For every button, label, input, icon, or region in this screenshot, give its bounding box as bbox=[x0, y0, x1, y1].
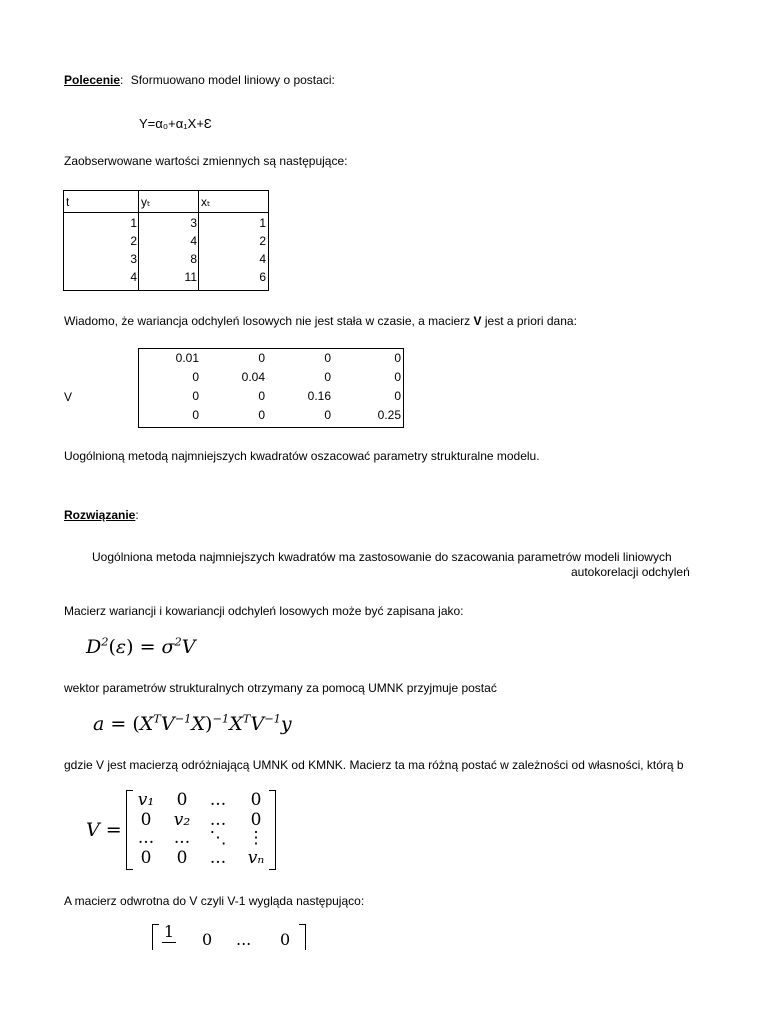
cov-formula: $D^2(\varepsilon) = \sigma^2V$ bbox=[86, 634, 196, 658]
task-heading bbox=[64, 73, 335, 88]
v-cell: 0 bbox=[324, 408, 331, 422]
table-row bbox=[64, 268, 268, 286]
v-cell: 0 bbox=[192, 389, 199, 403]
matrix-cell: ⋱ bbox=[209, 828, 227, 848]
matrix-cell: ... bbox=[137, 828, 155, 848]
v-cell: 0.04 bbox=[241, 370, 265, 384]
inverse-cell: 0 bbox=[202, 930, 213, 949]
inverse-text: A macierz odwrotna do V czyli V-1 wygląda następująco: bbox=[64, 894, 365, 908]
solution-label-suffix: : bbox=[135, 508, 139, 522]
inverse-cell: 1 bbox=[163, 922, 175, 941]
inverse-cell: ... bbox=[236, 930, 252, 949]
table-cell: 3 bbox=[190, 216, 197, 230]
instruction: Uogólnioną metodą najmniejszych kwadratów oszacować parametry strukturalne modelu. bbox=[64, 449, 540, 463]
v-def-text: gdzie V jest macierzą odróżniającą UMNK od KMNK. Macierz ta ma różną postać w zależności od własności, którą b bbox=[64, 758, 684, 772]
general-matrix bbox=[126, 790, 276, 870]
v-cell: 0 bbox=[324, 351, 331, 365]
matrix-cell: 0 bbox=[140, 810, 152, 830]
matrix-cell: 0 bbox=[250, 810, 262, 830]
table-cell: 2 bbox=[130, 234, 137, 248]
observation-table bbox=[63, 190, 269, 291]
matrix-cell: vₙ bbox=[247, 848, 265, 868]
matrix-cell: v₂ bbox=[173, 810, 191, 830]
general-matrix-lhs: V = bbox=[86, 819, 122, 841]
matrix-cell: v₁ bbox=[137, 790, 155, 810]
table-header-row bbox=[64, 193, 268, 211]
cov-text: Macierz wariancji i kowariancji odchyleń losowych może być zapisana jako: bbox=[64, 604, 464, 618]
table-header: yₜ bbox=[141, 195, 151, 209]
inverse-matrix bbox=[150, 918, 310, 950]
v-cell: 0.01 bbox=[175, 351, 199, 365]
table-cell: 2 bbox=[259, 234, 266, 248]
table-cell: 4 bbox=[190, 234, 197, 248]
matrix-cell: ... bbox=[209, 810, 227, 830]
v-cell: 0 bbox=[394, 389, 401, 403]
v-label: V bbox=[64, 390, 73, 404]
task-label: Polecenie bbox=[64, 73, 121, 87]
model-equation: Y=α₀+α₁X+Ɛ bbox=[139, 116, 212, 131]
table-cell: 8 bbox=[190, 252, 197, 266]
solution-label: Rozwiązanie bbox=[64, 508, 136, 522]
matrix-cell: ... bbox=[209, 848, 227, 868]
variance-text-bold: V bbox=[473, 314, 482, 328]
v-matrix bbox=[138, 348, 404, 428]
v-cell: 0 bbox=[258, 351, 265, 365]
solution-para1-line2: autokorelacji odchyleń bbox=[571, 565, 690, 579]
table-row bbox=[64, 214, 268, 232]
table-cell: 1 bbox=[259, 216, 266, 230]
v-cell: 0 bbox=[192, 370, 199, 384]
table-row bbox=[64, 232, 268, 250]
table-cell: 11 bbox=[184, 270, 197, 284]
solution-heading bbox=[64, 508, 139, 523]
v-cell: 0 bbox=[394, 351, 401, 365]
v-cell: 0 bbox=[324, 370, 331, 384]
table-header: xₜ bbox=[201, 195, 211, 209]
matrix-cell: 0 bbox=[176, 848, 188, 868]
variance-text-pre: Wiadomo, że wariancja odchyleń losowych nie jest stała w czasie, a macierz bbox=[64, 314, 474, 328]
table-header: t bbox=[66, 195, 70, 209]
v-cell: 0 bbox=[192, 408, 199, 422]
table-cell: 6 bbox=[259, 270, 266, 284]
task-intro: Sformuowano model liniowy o postaci: bbox=[130, 73, 335, 87]
table-cell: 4 bbox=[259, 252, 266, 266]
v-cell: 0 bbox=[258, 408, 265, 422]
observed-intro: Zaobserwowane wartości zmiennych są następujące: bbox=[64, 154, 348, 168]
matrix-cell: 0 bbox=[250, 790, 262, 810]
v-cell: 0.16 bbox=[307, 389, 331, 403]
matrix-cell: ... bbox=[173, 828, 191, 848]
inverse-cell: 0 bbox=[280, 930, 291, 949]
task-label-suffix: : bbox=[120, 73, 124, 87]
matrix-cell: ⋮ bbox=[247, 828, 265, 848]
matrix-cell: 0 bbox=[176, 790, 188, 810]
variance-text bbox=[64, 314, 577, 329]
variance-text-post: jest a priori dana: bbox=[481, 314, 577, 328]
table-cell: 4 bbox=[130, 270, 137, 284]
vector-text: wektor parametrów strukturalnych otrzymany za pomocą UMNK przyjmuje postać bbox=[64, 681, 497, 695]
v-cell: 0 bbox=[258, 389, 265, 403]
table-row bbox=[64, 250, 268, 268]
v-cell: 0.25 bbox=[377, 408, 401, 422]
gls-formula: $a = (X^TV^{-1}X)^{-1}X^TV^{-1}y$ bbox=[93, 711, 292, 735]
table-cell: 3 bbox=[130, 252, 137, 266]
matrix-cell: ... bbox=[209, 790, 227, 810]
table-cell: 1 bbox=[130, 216, 137, 230]
solution-para1-line1: Uogólniona metoda najmniejszych kwadratów ma zastosowanie do szacowania parametrów modeli liniowych bbox=[92, 550, 672, 564]
matrix-cell: 0 bbox=[140, 848, 152, 868]
v-cell: 0 bbox=[394, 370, 401, 384]
